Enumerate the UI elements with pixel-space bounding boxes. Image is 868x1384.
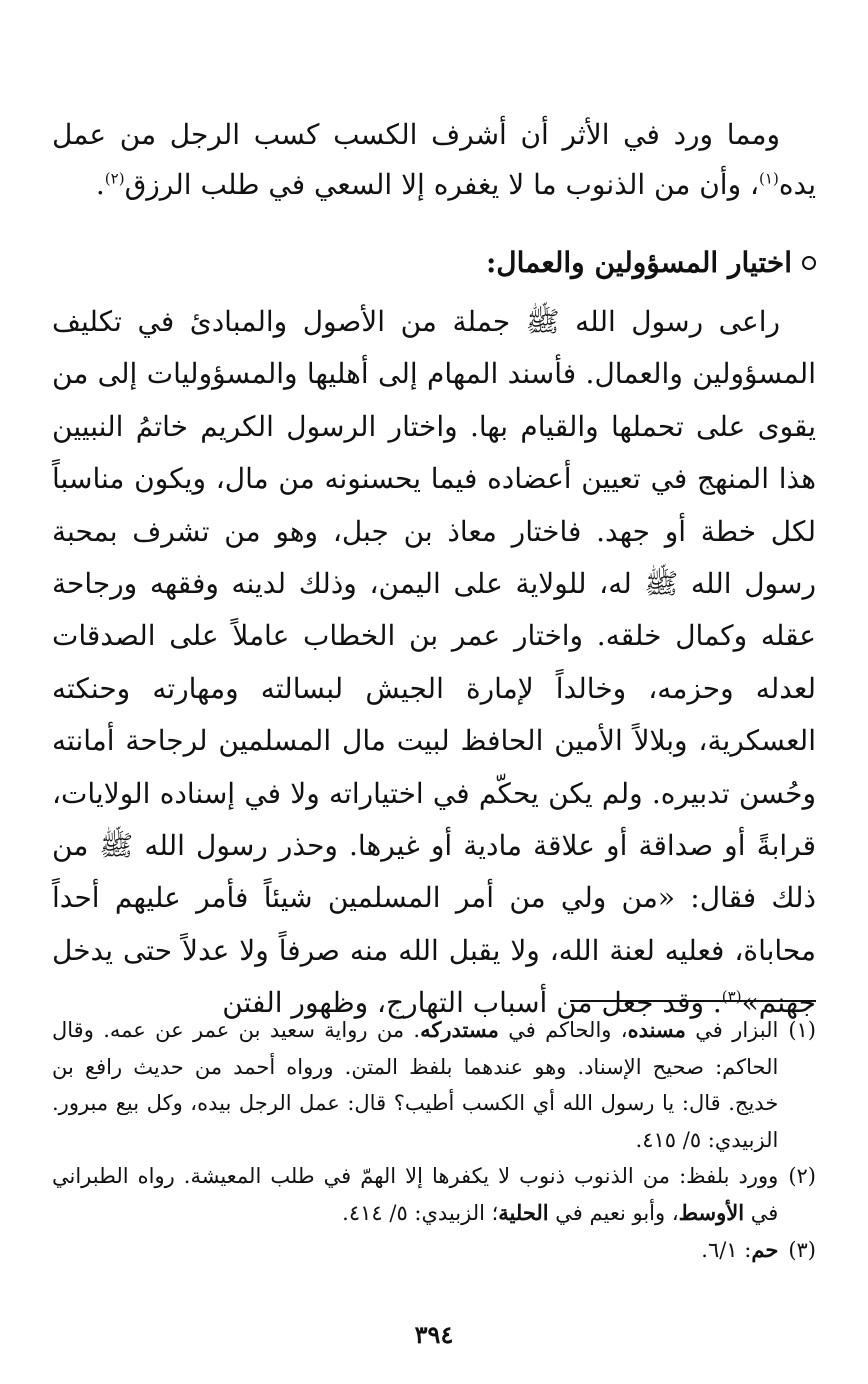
intro-paragraph: [52, 110, 816, 210]
footnote-2-text-a: وورد بلفظ: من الذنوب ذنوب لا يكفرها إلا الهمّ في طلب المعيشة. رواه الطبراني في: [52, 1164, 779, 1225]
footnote-2-text-b: ، وأبو نعيم في: [548, 1200, 679, 1225]
intro-text-end: .: [95, 168, 105, 201]
intro-text: [52, 110, 816, 210]
footnote-2: [52, 1158, 816, 1231]
footnote-text: [52, 1012, 778, 1158]
footnote-text: [52, 1232, 778, 1269]
section-heading-text: اختيار المسؤولين والعمال:: [485, 246, 792, 279]
footnote-1-text-a: البزار في: [685, 1018, 779, 1042]
intro-text-part1: ومما ورد في الأثر أن أشرف الكسب كسب الرجل من عمل يده: [52, 118, 816, 201]
footnote-1: [52, 1012, 816, 1158]
footnote-ref-3[interactable]: (٣): [721, 987, 742, 1006]
footnote-3: [52, 1232, 816, 1269]
footnote-2-text-c: ؛ الزبيدي: ٥/ ٤١٤.: [342, 1200, 499, 1225]
footnote-3-source-ahmad: حم: [751, 1236, 779, 1262]
body-text-part2: . وقد جعل من أسباب التهارج، وظهور الفتن: [222, 986, 722, 1020]
footnote-divider: [570, 1000, 816, 1002]
body-text: [52, 296, 816, 1030]
footnote-2-source-awsat: الأوسط: [678, 1199, 745, 1225]
footnote-2-source-hilya: الحلية: [498, 1199, 549, 1225]
footnote-1-rest: . من رواية سعيد بن عمر عن عمه. وقال الحاكم: صحيح الإسناد. وهو عندهما بلفظ المتن. ورواه أحمد من حديث رافع بن خديج. قال: يا رسول الله أي الكسب أطيب؟ قال: عمل الرجل بيده، وكل بيع مبرور. الزبيدي: ٥/ ٤١٥.: [52, 1018, 779, 1152]
page-number: ٣٩٤: [414, 1320, 454, 1349]
footnote-number: (٣): [788, 1237, 816, 1262]
body-text-part1: راعى رسول الله ﷺ جملة من الأصول والمبادئ في تكليف المسؤولين والعمال. فأسند المهام إلى أهليها والمسؤوليات إلى من يقوى على تحملها والقيام بها. واختار الرسول الكريم خاتمُ النبيين هذا المنهج في تعيين أعضاده فيما يحسنونه من مال، ويكون مناسباً لكل خطة أو جهد. فاختار معاذ بن جبل، وهو من تشرف بمحبة رسول الله ﷺ له، للولاية على اليمن، وذلك لدينه وفقهه ورجاحة عقله وكمال خلقه. واختار عمر بن الخطاب عاملاً على الصدقات لعدله وحزمه، وخالداً لإمارة الجيش لبسالته ومهارته وحنكته العسكرية، وبلالاً الأمين الحافظ لبيت مال المسلمين لرجاحة أمانته وحُسن تدبيره. ولم يكن يحكّم في اختياراته ولا في إسناده الولايات، قرابةً أو صداقة أو علاقة مادية أو غيرها. وحذر رسول الله ﷺ من ذلك فقال: «من ولي من أمر المسلمين شيئاً فأمر عليهم أحداً محاباة، فعليه لعنة الله، ولا يقبل الله منه صرفاً ولا عدلاً حتى يدخل جهنم»: [52, 305, 817, 1020]
footnotes-section: [52, 1012, 816, 1268]
circle-bullet-icon: [802, 256, 816, 270]
body-paragraph: [52, 296, 816, 1030]
intro-text-part2: ، وأن من الذنوب ما لا يغفره إلا السعي في طلب الرزق: [124, 168, 760, 201]
footnote-number: (٢): [788, 1164, 816, 1189]
footnote-1-text-c: ، والحاكم في: [498, 1018, 628, 1042]
footnote-1-source-mustadrak: مستدركه: [420, 1017, 499, 1042]
footnote-text: [52, 1158, 778, 1231]
footnote-3-text-a: : ٦/١.: [701, 1237, 752, 1262]
footnote-ref-1[interactable]: (١): [759, 169, 779, 188]
footnote-1-source-musnad: مسنده: [627, 1017, 686, 1042]
footnote-number: (١): [788, 1018, 816, 1042]
section-heading: [486, 238, 816, 288]
footnote-ref-2[interactable]: (٢): [104, 169, 125, 188]
